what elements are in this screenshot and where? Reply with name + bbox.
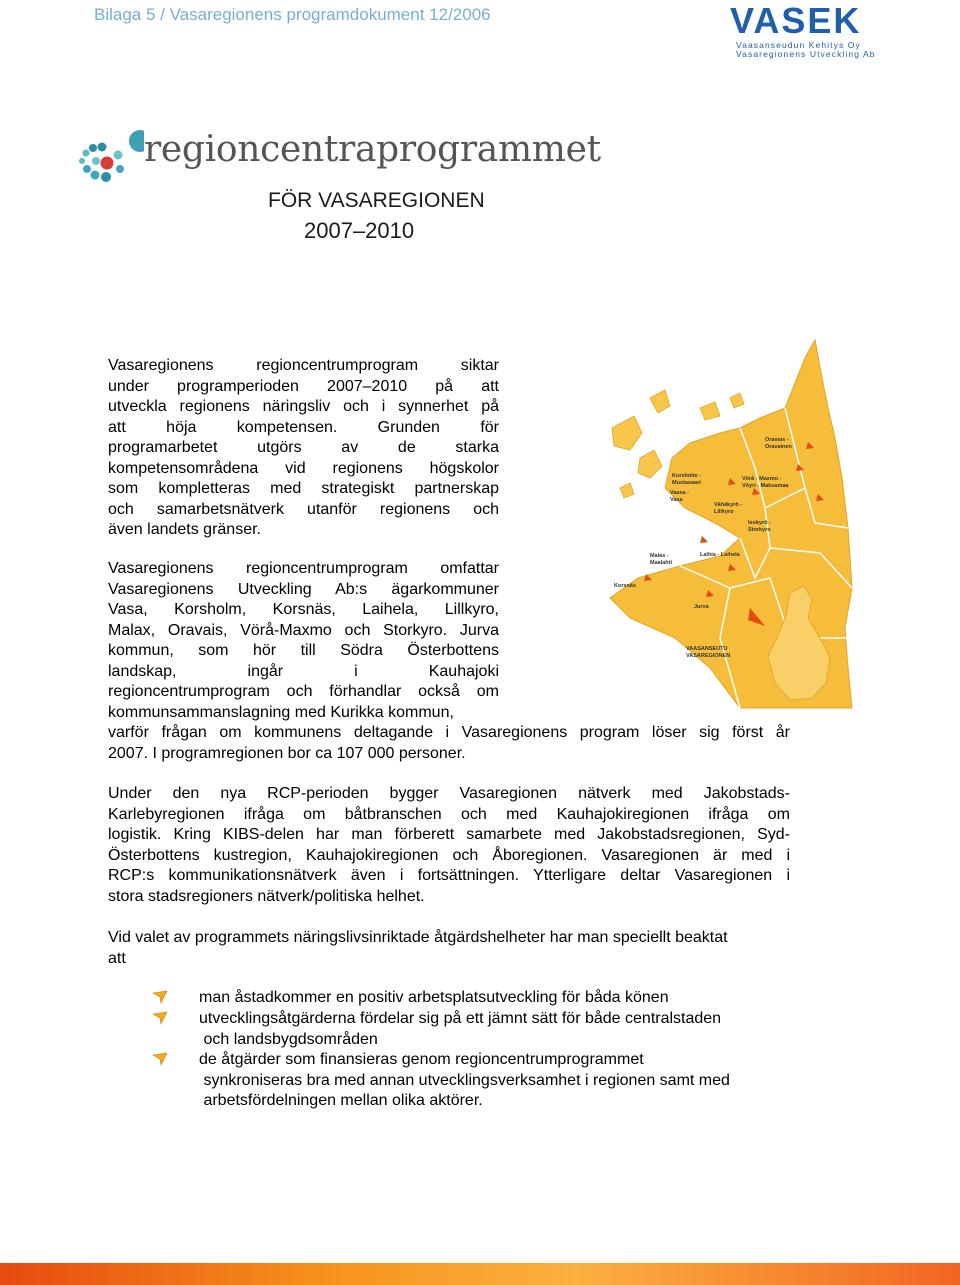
- text-line: 2007. I programregionen bor ca 107 000 personer.: [108, 744, 466, 762]
- vasek-logo: [730, 2, 900, 60]
- bullet-item: [199, 1009, 721, 1050]
- text-line: Malax, Oravais, Vörå-Maxmo och Storkyro. Jurva: [108, 621, 499, 639]
- map-label: Isokyrö -: [748, 520, 771, 526]
- text-line: programarbetet utgörs av de starka: [108, 439, 499, 456]
- text-line: Under den nya RCP-perioden bygger Vasaregionen nätverk med Jakobstads-: [108, 785, 790, 802]
- bullet-arrow-icon: [152, 1011, 168, 1025]
- bullet-text: synkroniseras bra med annan utvecklingsverksamhet i regionen samt med: [199, 1071, 730, 1089]
- title-line-1: FÖR VASAREGIONEN: [268, 189, 485, 212]
- text-line: som kompletteras med strategiskt partnerskap: [108, 480, 499, 497]
- paragraph-municipalities: [108, 559, 499, 723]
- text-line: att: [108, 949, 126, 967]
- text-line: kommunsammanslagning med Kurikka kommun,: [108, 703, 454, 721]
- map-label: Laihia - Laihela: [700, 552, 740, 558]
- map-label: Oravais -: [765, 437, 789, 443]
- bullet-item: [199, 1050, 730, 1112]
- map-label: Korsnäs: [614, 583, 637, 589]
- map-label: Korsholm -: [672, 473, 702, 479]
- map-label: Vasa: [670, 497, 683, 503]
- bullet-text: utvecklingsåtgärderna fördelar sig på ett jämnt sätt för både centralstaden: [199, 1010, 722, 1027]
- bullet-text: arbetsfördelningen mellan olika aktörer.: [199, 1092, 483, 1109]
- bullet-arrow-icon: [152, 990, 168, 1004]
- vasek-logo-subtitle-sv: Vasaregionens Utveckling Ab: [736, 49, 876, 59]
- program-logo: [78, 125, 601, 195]
- bullet-text: och landsbygdsområden: [199, 1030, 378, 1048]
- text-line: regioncentrumprogram och förhandlar också om: [108, 683, 499, 700]
- region-map: [590, 338, 855, 710]
- bullet-item: [199, 988, 669, 1009]
- map-label: Oravainen: [765, 444, 792, 450]
- text-line: varför frågan om kommunens deltagande i Vasaregionens program löser sig först år: [108, 724, 790, 741]
- text-line: kompetensområdena vid regionens högskolor: [108, 459, 499, 477]
- bullet-arrow-icon: [152, 1052, 168, 1066]
- region-map-graphic: [590, 338, 855, 710]
- map-label: Jurva: [694, 604, 709, 610]
- text-line: Vasaregionens regioncentrumprogram siktar: [108, 357, 499, 374]
- vasek-logo-wordmark: VASEK: [730, 0, 862, 41]
- text-line: utveckla regionens näringsliv och i synnerhet på: [108, 398, 499, 415]
- text-line: Vasa, Korsholm, Korsnäs, Laihela, Lillkyro,: [108, 601, 499, 618]
- text-line: RCP:s kommunikationsnätverk även i fortsättningen. Ytterligare deltar Vasaregionen i: [108, 867, 790, 884]
- map-label: Lillkyro: [714, 509, 734, 515]
- footer-color-bar: [0, 1263, 960, 1285]
- map-label: VAASANSEUTU: [686, 646, 728, 652]
- program-logo-wordmark: regioncentraprogrammet: [144, 129, 601, 170]
- paragraph-networks: [108, 784, 790, 907]
- map-label: Storkyro: [748, 527, 771, 533]
- text-line: Karlebyregionen ifråga om båtbranschen och med Kauhajokiregionen ifråga om: [108, 805, 790, 823]
- document-header: Bilaga 5 / Vasaregionens programdokument 12/2006: [94, 5, 491, 24]
- text-line: stora stadsregioners nätverk/politiska helhet.: [108, 887, 425, 905]
- paragraph-municipalities-continued: [108, 723, 790, 764]
- map-label: Maalahti: [650, 560, 673, 566]
- text-line: Vasaregionens Utveckling Ab:s ägarkommuner: [108, 580, 499, 598]
- text-line: under programperioden 2007–2010 på att: [108, 377, 499, 395]
- dots-logo-icon: [78, 125, 144, 191]
- text-line: kommun, som hör till Södra Österbottens: [108, 642, 499, 659]
- text-line: och samarbetsnätverk utanför regionens och: [108, 500, 499, 518]
- map-label: Vörå - Maxmo -: [742, 476, 782, 482]
- text-line: Vid valet av programmets näringslivsinriktade åtgärdshelheter har man speciellt beaktat: [108, 929, 728, 946]
- map-label: Vähäkyrö -: [714, 502, 743, 508]
- map-label: VASAREGIONEN: [686, 653, 731, 659]
- paragraph-intro: [108, 356, 499, 541]
- text-line: logistik. Kring KIBS-delen har man förberett samarbete med Jakobstadsregionen, Syd-: [108, 826, 790, 843]
- title-years: 2007–2010: [304, 218, 415, 243]
- bullet-text: man åstadkommer en positiv arbetsplatsutveckling för båda könen: [199, 989, 669, 1006]
- bullet-text: de åtgärder som finansieras genom regioncentrumprogrammet: [199, 1051, 644, 1068]
- map-label: Vöyri - Maksamaa: [742, 483, 789, 489]
- map-label: Mustasaari: [672, 480, 701, 486]
- text-line: Österbottens kustregion, Kauhajokiregionen och Åboregionen. Vasaregionen är med i: [108, 846, 790, 864]
- paragraph-criteria: [108, 928, 798, 969]
- text-line: landskap, ingår i Kauhajoki: [108, 662, 499, 680]
- map-label: Vaasa -: [670, 490, 689, 496]
- text-line: att höja kompetensen. Grunden för: [108, 418, 499, 436]
- text-line: även landets gränser.: [108, 521, 261, 538]
- map-label: Malax -: [650, 553, 669, 559]
- text-line: Vasaregionens regioncentrumprogram omfattar: [108, 560, 499, 577]
- vasek-logo-subtitle-fi: Vaasanseudun Kehitys Oy: [736, 40, 861, 50]
